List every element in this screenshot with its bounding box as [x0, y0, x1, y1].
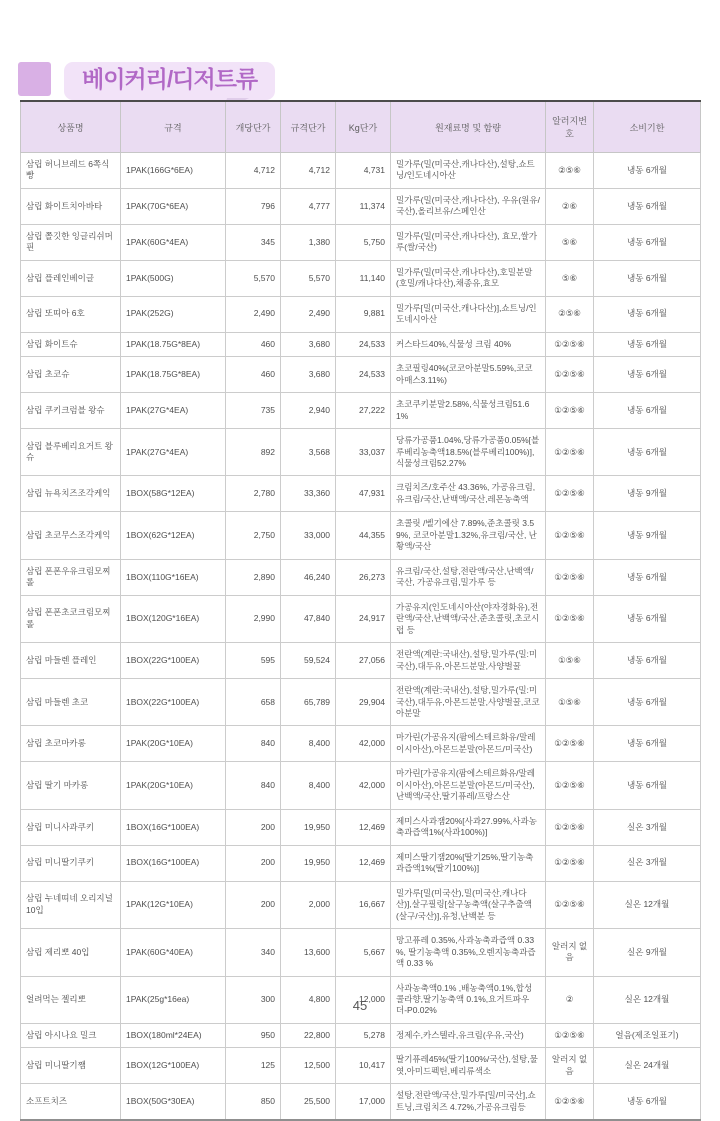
- cell-shelf_life: 냉동 6개월: [594, 679, 701, 726]
- table-row: [21, 929, 701, 976]
- cell-shelf_life: 실온 24개월: [594, 1048, 701, 1084]
- column-header-5: 원재료명 및 함량: [391, 101, 546, 153]
- cell-unit_price: 200: [226, 809, 281, 845]
- cell-spec_price: 1,380: [281, 224, 336, 260]
- cell-unit_price: 892: [226, 429, 281, 476]
- cell-name: 얼려먹는 젤리뽀: [21, 976, 121, 1023]
- cell-kg_price: 33,037: [336, 429, 391, 476]
- cell-allergy: ①②⑤⑥: [546, 809, 594, 845]
- section-title: 베이커리/디저트류: [82, 66, 258, 92]
- cell-shelf_life: 냉동 6개월: [594, 296, 701, 332]
- cell-allergy: ①②⑤⑥: [546, 429, 594, 476]
- table-row: [21, 643, 701, 679]
- cell-unit_price: 840: [226, 762, 281, 809]
- cell-spec: 1PAK(27G*4EA): [121, 393, 226, 429]
- cell-spec_price: 47,840: [281, 595, 336, 642]
- table-row: [21, 845, 701, 881]
- cell-ingredients: 밀가루(밀(미국산,캐나다산), 효모,쌀가루(쌀/국산): [391, 224, 546, 260]
- title-square-decoration: [18, 62, 51, 96]
- cell-unit_price: 2,890: [226, 559, 281, 595]
- cell-shelf_life: 냉동 6개월: [594, 332, 701, 356]
- cell-allergy: ①②⑤⑥: [546, 845, 594, 881]
- cell-allergy: ①②⑤⑥: [546, 762, 594, 809]
- cell-shelf_life: 냉동 6개월: [594, 393, 701, 429]
- cell-kg_price: 24,533: [336, 357, 391, 393]
- cell-shelf_life: 냉동 6개월: [594, 260, 701, 296]
- table-row: [21, 726, 701, 762]
- table-row: [21, 679, 701, 726]
- cell-kg_price: 5,667: [336, 929, 391, 976]
- cell-spec: 1PAK(70G*6EA): [121, 188, 226, 224]
- cell-spec: 1PAK(27G*4EA): [121, 429, 226, 476]
- cell-spec: 1BOX(22G*100EA): [121, 679, 226, 726]
- table-body: [21, 153, 701, 1121]
- cell-name: 삼립 허니브레드 6쪽식빵: [21, 153, 121, 189]
- cell-unit_price: 2,780: [226, 476, 281, 512]
- table-row: [21, 809, 701, 845]
- cell-ingredients: 사과농축액0.1% ,배농축액0.1%,합성콜라향,딸기농축액 0.1%,요거트파우더-P0.02%: [391, 976, 546, 1023]
- cell-name: 삼립 화이트슈: [21, 332, 121, 356]
- table-row: [21, 224, 701, 260]
- cell-unit_price: 5,570: [226, 260, 281, 296]
- cell-allergy: ①②⑤⑥: [546, 1084, 594, 1120]
- cell-unit_price: 345: [226, 224, 281, 260]
- cell-ingredients: 밀가루(밀(미국산,캐나다산),설탕,쇼트닝/인도네시아산: [391, 153, 546, 189]
- cell-spec: 1PAK(18.75G*8EA): [121, 332, 226, 356]
- cell-unit_price: 595: [226, 643, 281, 679]
- cell-name: 삼립 마들렌 초코: [21, 679, 121, 726]
- cell-unit_price: 300: [226, 976, 281, 1023]
- cell-ingredients: 밀가루[밀(미국산,캐나다산)],쇼트닝/인도네시아산: [391, 296, 546, 332]
- cell-name: 삼립 누네띠네 오리지널10입: [21, 881, 121, 928]
- cell-kg_price: 12,469: [336, 809, 391, 845]
- cell-spec_price: 2,940: [281, 393, 336, 429]
- cell-allergy: ①②⑤⑥: [546, 726, 594, 762]
- cell-allergy: ①⑤⑥: [546, 679, 594, 726]
- cell-unit_price: 2,750: [226, 512, 281, 559]
- cell-shelf_life: 실온 12개월: [594, 881, 701, 928]
- cell-kg_price: 42,000: [336, 726, 391, 762]
- cell-name: 삼립 폰폰우유크림모찌롤: [21, 559, 121, 595]
- cell-kg_price: 5,750: [336, 224, 391, 260]
- cell-shelf_life: 얼음(제조일표기): [594, 1023, 701, 1047]
- cell-kg_price: 24,533: [336, 332, 391, 356]
- cell-ingredients: 딸기퓨레45%(딸기100%/국산),설탕,물엿,아미드펙틴,베리류색소: [391, 1048, 546, 1084]
- table-row: [21, 188, 701, 224]
- cell-spec_price: 3,680: [281, 357, 336, 393]
- cell-shelf_life: 냉동 6개월: [594, 1084, 701, 1120]
- cell-unit_price: 735: [226, 393, 281, 429]
- cell-name: 삼립 또띠아 6호: [21, 296, 121, 332]
- cell-spec: 1PAK(20G*10EA): [121, 726, 226, 762]
- cell-spec_price: 25,500: [281, 1084, 336, 1120]
- cell-unit_price: 460: [226, 332, 281, 356]
- table-row: [21, 332, 701, 356]
- cell-shelf_life: 실온 3개월: [594, 809, 701, 845]
- cell-spec_price: 8,400: [281, 726, 336, 762]
- cell-kg_price: 27,056: [336, 643, 391, 679]
- table-header: [21, 101, 701, 153]
- cell-name: 삼립 초코마카롱: [21, 726, 121, 762]
- cell-kg_price: 11,374: [336, 188, 391, 224]
- cell-spec_price: 3,680: [281, 332, 336, 356]
- cell-unit_price: 4,712: [226, 153, 281, 189]
- cell-ingredients: 밀가루(밀(미국산,캐나다산), 우유(원유/국산),올리브유/스페인산: [391, 188, 546, 224]
- cell-spec_price: 3,568: [281, 429, 336, 476]
- cell-name: 삼립 쿠키크럼블 왕슈: [21, 393, 121, 429]
- cell-allergy: 알러지 없음: [546, 1048, 594, 1084]
- cell-allergy: ①②⑤⑥: [546, 595, 594, 642]
- table-row: [21, 357, 701, 393]
- cell-allergy: ①②⑤⑥: [546, 357, 594, 393]
- cell-kg_price: 44,355: [336, 512, 391, 559]
- cell-shelf_life: 실온 9개월: [594, 929, 701, 976]
- cell-shelf_life: 냉동 9개월: [594, 512, 701, 559]
- table-header-row: [21, 101, 701, 153]
- cell-spec_price: 19,950: [281, 809, 336, 845]
- cell-spec: 1PAK(500G): [121, 260, 226, 296]
- cell-spec_price: 2,490: [281, 296, 336, 332]
- cell-kg_price: 26,273: [336, 559, 391, 595]
- table-row: [21, 1048, 701, 1084]
- cell-spec: 1BOX(120G*16EA): [121, 595, 226, 642]
- cell-spec: 1BOX(50G*30EA): [121, 1084, 226, 1120]
- cell-shelf_life: 냉동 6개월: [594, 595, 701, 642]
- product-price-table: [20, 100, 701, 1121]
- column-header-3: 규격단가: [281, 101, 336, 153]
- table-row: [21, 1023, 701, 1047]
- table-row: [21, 881, 701, 928]
- cell-allergy: 알러지 없음: [546, 929, 594, 976]
- cell-kg_price: 24,917: [336, 595, 391, 642]
- cell-ingredients: 정제수,카스텔라,유크림(우유,국산): [391, 1023, 546, 1047]
- table-row: [21, 429, 701, 476]
- cell-kg_price: 42,000: [336, 762, 391, 809]
- cell-spec: 1PAK(60G*4EA): [121, 224, 226, 260]
- cell-name: 삼립 뉴욕치즈조각케익: [21, 476, 121, 512]
- cell-spec_price: 12,500: [281, 1048, 336, 1084]
- cell-spec: 1BOX(16G*100EA): [121, 809, 226, 845]
- cell-allergy: ②⑥: [546, 188, 594, 224]
- cell-spec_price: 2,000: [281, 881, 336, 928]
- cell-spec: 1BOX(62G*12EA): [121, 512, 226, 559]
- cell-ingredients: 마가린(가공유지(팜에스테르화유/말레이시아산),아몬드분말(아몬드/미국산): [391, 726, 546, 762]
- cell-spec: 1PAK(166G*6EA): [121, 153, 226, 189]
- table-row: [21, 1084, 701, 1120]
- cell-spec: 1BOX(12G*100EA): [121, 1048, 226, 1084]
- cell-allergy: ①②⑤⑥: [546, 1023, 594, 1047]
- cell-ingredients: 제미스딸기잼20%[딸기25%,딸기농축과즙액1%(딸기100%)]: [391, 845, 546, 881]
- cell-kg_price: 12,000: [336, 976, 391, 1023]
- cell-spec: 1PAK(252G): [121, 296, 226, 332]
- cell-ingredients: 초코쿠키분말2.58%,식물성크림51.61%: [391, 393, 546, 429]
- cell-ingredients: 제미스사과잼20%[사과27.99%,사과농축과즙액1%(사과100%)]: [391, 809, 546, 845]
- cell-ingredients: 커스타드40%,식물성 크림 40%: [391, 332, 546, 356]
- cell-kg_price: 5,278: [336, 1023, 391, 1047]
- cell-kg_price: 11,140: [336, 260, 391, 296]
- cell-shelf_life: 냉동 6개월: [594, 224, 701, 260]
- cell-spec: 1BOX(16G*100EA): [121, 845, 226, 881]
- cell-spec_price: 4,777: [281, 188, 336, 224]
- column-header-2: 개당단가: [226, 101, 281, 153]
- table-row: [21, 595, 701, 642]
- cell-name: 삼립 미니사과쿠키: [21, 809, 121, 845]
- cell-allergy: ①②⑤⑥: [546, 393, 594, 429]
- cell-spec_price: 65,789: [281, 679, 336, 726]
- cell-name: 삼립 미니딸기쿠키: [21, 845, 121, 881]
- cell-kg_price: 17,000: [336, 1084, 391, 1120]
- cell-name: 삼립 초코슈: [21, 357, 121, 393]
- cell-spec_price: 8,400: [281, 762, 336, 809]
- cell-unit_price: 340: [226, 929, 281, 976]
- cell-ingredients: 밀가루(밀(미국산,캐나다산),호밀분말(호밀/캐나다산),채종유,효모: [391, 260, 546, 296]
- cell-ingredients: 전란액(계란:국내산),설탕,밀가루(밀:미국산),대두유,아몬드분말,사양벌꿀: [391, 643, 546, 679]
- cell-allergy: ②⑤⑥: [546, 153, 594, 189]
- cell-unit_price: 460: [226, 357, 281, 393]
- section-title-ribbon: [64, 62, 275, 100]
- table-row: [21, 762, 701, 809]
- table-row: [21, 393, 701, 429]
- cell-allergy: ②⑤⑥: [546, 296, 594, 332]
- cell-ingredients: 초코필링40%(코코아분말5.59%,코코아매스3.11%): [391, 357, 546, 393]
- cell-ingredients: 크림치즈/호주산 43.36%, 가공유크림,유크림/국산,난백액/국산,레몬농축액: [391, 476, 546, 512]
- cell-shelf_life: 냉동 6개월: [594, 559, 701, 595]
- cell-name: 삼립 딸기 마카롱: [21, 762, 121, 809]
- cell-unit_price: 2,990: [226, 595, 281, 642]
- cell-kg_price: 29,904: [336, 679, 391, 726]
- cell-allergy: ①②⑤⑥: [546, 476, 594, 512]
- cell-kg_price: 4,731: [336, 153, 391, 189]
- cell-spec_price: 59,524: [281, 643, 336, 679]
- cell-shelf_life: 실온 3개월: [594, 845, 701, 881]
- cell-allergy: ①②⑤⑥: [546, 881, 594, 928]
- column-header-6: 알러지번호: [546, 101, 594, 153]
- cell-kg_price: 47,931: [336, 476, 391, 512]
- cell-spec_price: 46,240: [281, 559, 336, 595]
- cell-name: 삼립 쫄깃한 잉글리쉬머핀: [21, 224, 121, 260]
- table-row: [21, 260, 701, 296]
- cell-shelf_life: 냉동 9개월: [594, 476, 701, 512]
- cell-ingredients: 마가린[가공유지(팜에스테르화유/말레이시아산),아몬드분말(아몬드/미국산),난백액/국산,딸기퓨레/프랑스산: [391, 762, 546, 809]
- page-number: 45: [352, 998, 368, 1013]
- cell-spec_price: 22,800: [281, 1023, 336, 1047]
- cell-ingredients: 당류가공품1.04%,당류가공품0.05%[블루베리농축액18.5%(블루베리100%)],식물성크림52.27%: [391, 429, 546, 476]
- cell-ingredients: 유크림/국산,설탕,전란액/국산,난백액/국산, 가공유크림,밀가루 등: [391, 559, 546, 595]
- table-row: [21, 476, 701, 512]
- cell-ingredients: 설탕,전란액/국산,밀가루[밀/미국산],쇼트닝,크림치즈 4.72%,가공유크림등: [391, 1084, 546, 1120]
- table-row: [21, 296, 701, 332]
- cell-allergy: ⑤⑥: [546, 260, 594, 296]
- cell-spec_price: 33,360: [281, 476, 336, 512]
- cell-unit_price: 200: [226, 881, 281, 928]
- cell-shelf_life: 냉동 6개월: [594, 762, 701, 809]
- table-row: [21, 153, 701, 189]
- cell-ingredients: 전란액(계란:국내산),설탕,밀가루(밀:미국산),대두유,아몬드분말,사양벌꿀,코코아분말: [391, 679, 546, 726]
- cell-shelf_life: 냉동 6개월: [594, 188, 701, 224]
- cell-spec: 1PAK(20G*10EA): [121, 762, 226, 809]
- column-header-0: 상품명: [21, 101, 121, 153]
- cell-name: 삼립 초코무스조각케익: [21, 512, 121, 559]
- cell-kg_price: 16,667: [336, 881, 391, 928]
- cell-unit_price: 125: [226, 1048, 281, 1084]
- cell-unit_price: 200: [226, 845, 281, 881]
- cell-name: 삼립 마들렌 플레인: [21, 643, 121, 679]
- cell-kg_price: 10,417: [336, 1048, 391, 1084]
- cell-spec: 1BOX(180ml*24EA): [121, 1023, 226, 1047]
- cell-shelf_life: 냉동 6개월: [594, 153, 701, 189]
- cell-spec_price: 13,600: [281, 929, 336, 976]
- cell-name: 삼립 플레인베이글: [21, 260, 121, 296]
- cell-ingredients: 망고퓨레 0.35%,사과농축과즙액 0.33 %, 딸기농축액 0.35%,오렌지농축과즙액 0.33 %: [391, 929, 546, 976]
- cell-shelf_life: 냉동 6개월: [594, 643, 701, 679]
- cell-spec: 1BOX(22G*100EA): [121, 643, 226, 679]
- section-title-bar: [18, 62, 275, 100]
- cell-spec_price: 4,800: [281, 976, 336, 1023]
- cell-shelf_life: 실온 12개월: [594, 976, 701, 1023]
- cell-unit_price: 796: [226, 188, 281, 224]
- cell-name: 삼립 폰폰초코크림모찌롤: [21, 595, 121, 642]
- cell-unit_price: 850: [226, 1084, 281, 1120]
- cell-spec: 1PAK(60G*40EA): [121, 929, 226, 976]
- cell-unit_price: 658: [226, 679, 281, 726]
- cell-name: 소프트치즈: [21, 1084, 121, 1120]
- cell-shelf_life: 냉동 6개월: [594, 726, 701, 762]
- column-header-1: 규격: [121, 101, 226, 153]
- cell-ingredients: 가공유지(인도네시아산(야자경화유),전란액/국산,난백액/국산,준초콜릿,초코시럽 등: [391, 595, 546, 642]
- cell-allergy: ①⑤⑥: [546, 643, 594, 679]
- cell-ingredients: 밀가루[밀(미국산),밀(미국산,캐나다산)],살구필링[살구농축액(살구추출액(살구/국산)],유청,난백분 등: [391, 881, 546, 928]
- cell-kg_price: 9,881: [336, 296, 391, 332]
- cell-shelf_life: 냉동 6개월: [594, 429, 701, 476]
- cell-name: 삼립 제리뽀 40입: [21, 929, 121, 976]
- cell-name: 삼립 블루베리요거트 왕슈: [21, 429, 121, 476]
- cell-spec_price: 4,712: [281, 153, 336, 189]
- table-row: [21, 559, 701, 595]
- column-header-4: Kg단가: [336, 101, 391, 153]
- cell-kg_price: 27,222: [336, 393, 391, 429]
- cell-allergy: ①②⑤⑥: [546, 332, 594, 356]
- cell-name: 삼립 화이트치아바타: [21, 188, 121, 224]
- cell-spec_price: 5,570: [281, 260, 336, 296]
- cell-unit_price: 950: [226, 1023, 281, 1047]
- cell-allergy: ⑤⑥: [546, 224, 594, 260]
- cell-spec_price: 19,950: [281, 845, 336, 881]
- cell-kg_price: 12,469: [336, 845, 391, 881]
- cell-ingredients: 초콜릿 /벨기에산 7.89%,준초콜릿 3.59%, 코코아분말1.32%,유크림/국산, 난황액/국산: [391, 512, 546, 559]
- table-row: [21, 512, 701, 559]
- column-header-7: 소비기한: [594, 101, 701, 153]
- cell-spec: 1PAK(25g*16ea): [121, 976, 226, 1023]
- cell-spec: 1PAK(12G*10EA): [121, 881, 226, 928]
- cell-allergy: ②: [546, 976, 594, 1023]
- cell-allergy: ①②⑤⑥: [546, 512, 594, 559]
- cell-spec: 1BOX(58G*12EA): [121, 476, 226, 512]
- cell-spec_price: 33,000: [281, 512, 336, 559]
- cell-shelf_life: 냉동 6개월: [594, 357, 701, 393]
- cell-name: 삼립 미니딸기쨈: [21, 1048, 121, 1084]
- cell-spec: 1PAK(18.75G*8EA): [121, 357, 226, 393]
- cell-unit_price: 840: [226, 726, 281, 762]
- cell-name: 삼립 아시나요 밀크: [21, 1023, 121, 1047]
- cell-unit_price: 2,490: [226, 296, 281, 332]
- cell-allergy: ①②⑤⑥: [546, 559, 594, 595]
- cell-spec: 1BOX(110G*16EA): [121, 559, 226, 595]
